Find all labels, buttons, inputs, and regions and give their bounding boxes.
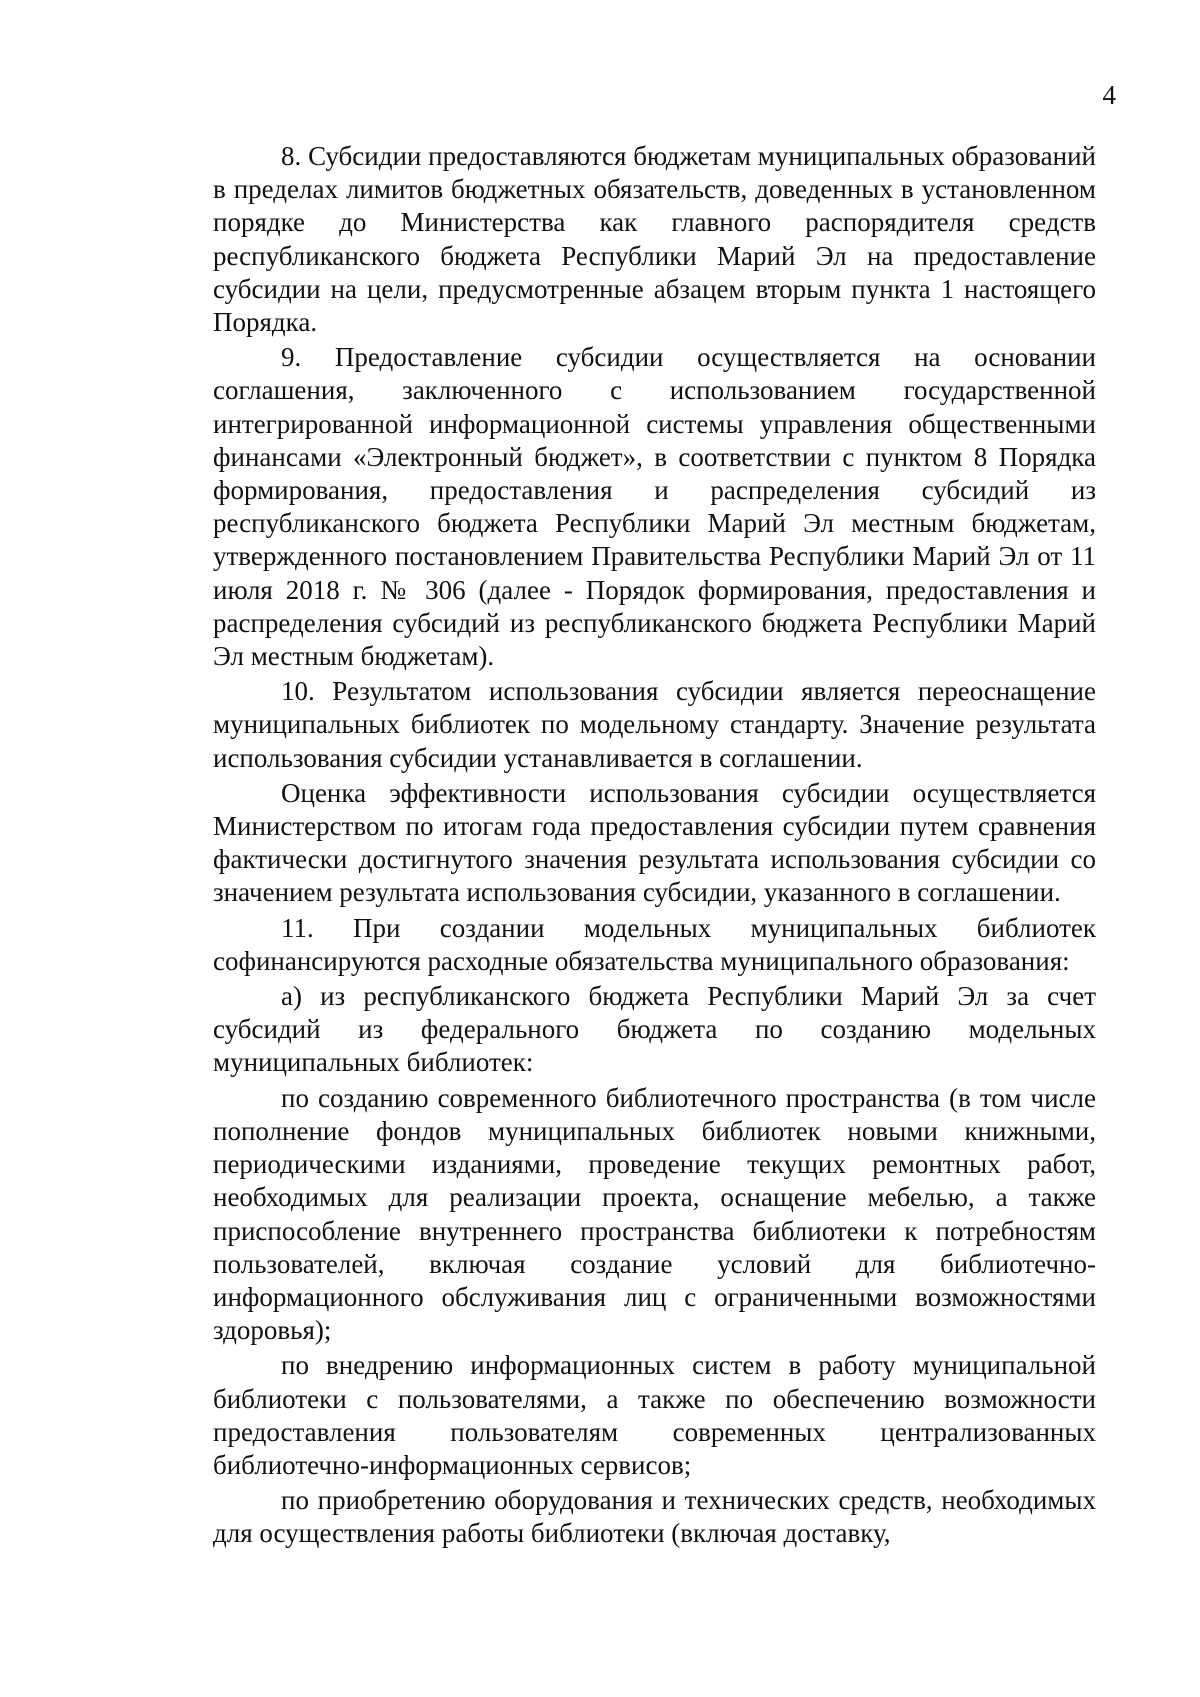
paragraph-10-result: 10. Результатом использования субсидии является переоснащение муниципальных библиотек по модельному стандарту. Значение результата использования субсидии устанавливается в соглашении. [213, 676, 1096, 773]
paragraph-library-space: по созданию современного библиотечного пространства (в том числе пополнение фондов муниципальных библиотек новыми книжными, периодическими изданиями, проведение текущих ремонтных работ, необходимых для реализации проекта, оснащение мебелью, а также приспособление внутреннего пространства библиотеки к потребностям пользователей, включая создание условий для библиотечно-информационного обслуживания лиц с ограниченными возможностями здоровья); [213, 1082, 1096, 1346]
paragraph-9-agreement: 9. Предоставление субсидии осуществляется на основании соглашения, заключенного с использованием государственной интегрированной информационной системы управления общественными финансами «Электронный бюджет», в соответствии с пунктом 8 Порядка формирования, предоставления и распределения субсидий из республиканского бюджета Республики Марий Эл местным бюджетам, утвержденного постановлением Правительства Республики Марий Эл от 11 июля 2018 г. № 306 (далее - Порядок формирования, предоставления и распределения субсидий из республиканского бюджета Республики Марий Эл местным бюджетам). [213, 342, 1096, 672]
paragraph-8-subsidies-provision: 8. Субсидии предоставляются бюджетам муниципальных образований в пределах лимитов бюджетных обязательств, доведенных в установленном порядке до Министерства как главного распорядителя средств республиканского бюджета Республики Марий Эл на предоставление субсидии на цели, предусмотренные абзацем вторым пункта 1 настоящего Порядка. [213, 141, 1096, 338]
document-body [213, 140, 1096, 1553]
paragraph-equipment-purchase: по приобретению оборудования и технических средств, необходимых для осуществления работы библиотеки (включая доставку, [213, 1485, 1096, 1549]
page-number: 4 [1102, 80, 1116, 110]
paragraph-efficiency-assessment: Оценка эффективности использования субсидии осуществляется Министерством по итогам года предоставления субсидии путем сравнения фактически достигнутого значения результата использования субсидии со значением результата использования субсидии, указанного в соглашении. [213, 777, 1096, 908]
paragraph-11-cofinancing: 11. При создании модельных муниципальных библиотек софинансируются расходные обязательства муниципального образования: [213, 912, 1096, 976]
paragraph-11a-federal-subsidies: а) из республиканского бюджета Республики Марий Эл за счет субсидий из федерального бюджета по созданию модельных муниципальных библиотек: [213, 981, 1096, 1078]
paragraph-information-systems: по внедрению информационных систем в работу муниципальной библиотеки с пользователями, а также по обеспечению возможности предоставления пользователям современных централизованных библиотечно-информационных сервисов; [213, 1350, 1096, 1480]
